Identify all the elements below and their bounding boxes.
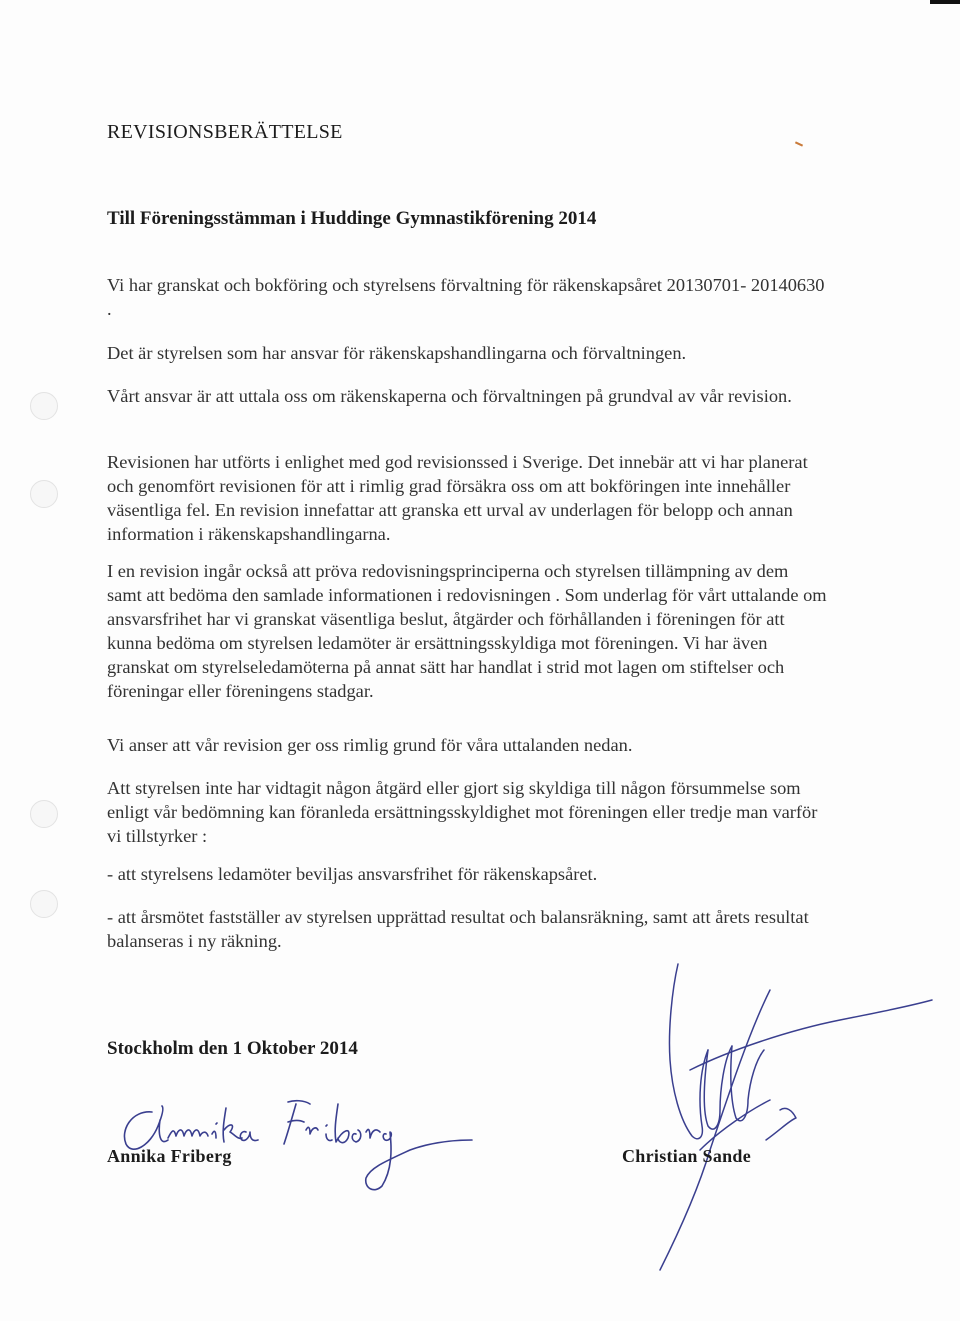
signature-annika-friberg bbox=[112, 1060, 492, 1200]
paragraph: - att styrelsens ledamöter beviljas ansvarsfrihet för räkenskapsåret. bbox=[107, 864, 598, 884]
signer-name: Christian Sande bbox=[622, 1146, 752, 1166]
scan-edge-mark bbox=[930, 0, 960, 4]
place-and-date: Stockholm den 1 Oktober 2014 bbox=[107, 1038, 358, 1059]
document-title: REVISIONSBERÄTTELSE bbox=[107, 121, 343, 143]
paragraph: I en revision ingår också att pröva redovisningsprinciperna och styrelsen tillämpning av dem samt att bedöma den samlade informationen i redovisningen . Som underlag för vårt uttalande om ansvarsfrihet har vi granskat väsentliga beslut, åtgärder och förhållanden i föreningen för att kunna bedöma om styrelsen ledamöter är ersättningsskyldiga mot föreningen. Vi har även granskat om styrelseledamöterna på annat sätt har handlat i strid mot lagen om stiftelser och föreningar eller föreningens stadgar. bbox=[107, 561, 827, 701]
recipient-line: Till Föreningsstämman i Huddinge Gymnastikförening 2014 bbox=[107, 208, 597, 229]
paragraph: Att styrelsen inte har vidtagit någon åtgärd eller gjort sig skyldiga till någon försummelse som enligt vår bedömning kan föranleda ersättningsskyldighet mot föreningen eller tredje man varför vi tillstyrker : bbox=[107, 778, 818, 846]
signer-name: Annika Friberg bbox=[107, 1146, 232, 1166]
paragraph: Vi anser att vår revision ger oss rimlig grund för våra uttalanden nedan. bbox=[107, 735, 633, 755]
paragraph: Revisionen har utförts i enlighet med god revisionssed i Sverige. Det innebär att vi har planerat och genomfört revisionen för att i rimlig grad försäkra oss om att bokföringen inte innehåller väsentliga fel. En revision innefattar att granska ett urval av underlagen för belopp och annan information i räkenskapshandlingarna. bbox=[107, 452, 808, 544]
punch-hole bbox=[30, 480, 58, 508]
paragraph: - att årsmötet fastställer av styrelsen upprättad resultat och balansräkning, samt att årets resultat balanseras i ny räkning. bbox=[107, 907, 809, 951]
punch-hole bbox=[30, 800, 58, 828]
paragraph: Vårt ansvar är att uttala oss om räkenskaperna och förvaltningen på grundval av vår revision. bbox=[107, 386, 792, 406]
signature-christian-sande bbox=[580, 950, 940, 1290]
paragraph: Det är styrelsen som har ansvar för räkenskapshandlingarna och förvaltningen. bbox=[107, 343, 687, 363]
punch-hole bbox=[30, 890, 58, 918]
paragraph: Vi har granskat och bokföring och styrelsens förvaltning för räkenskapsåret 20130701- 20140630 . bbox=[107, 275, 825, 319]
punch-hole bbox=[30, 392, 58, 420]
scan-mark bbox=[795, 141, 803, 146]
